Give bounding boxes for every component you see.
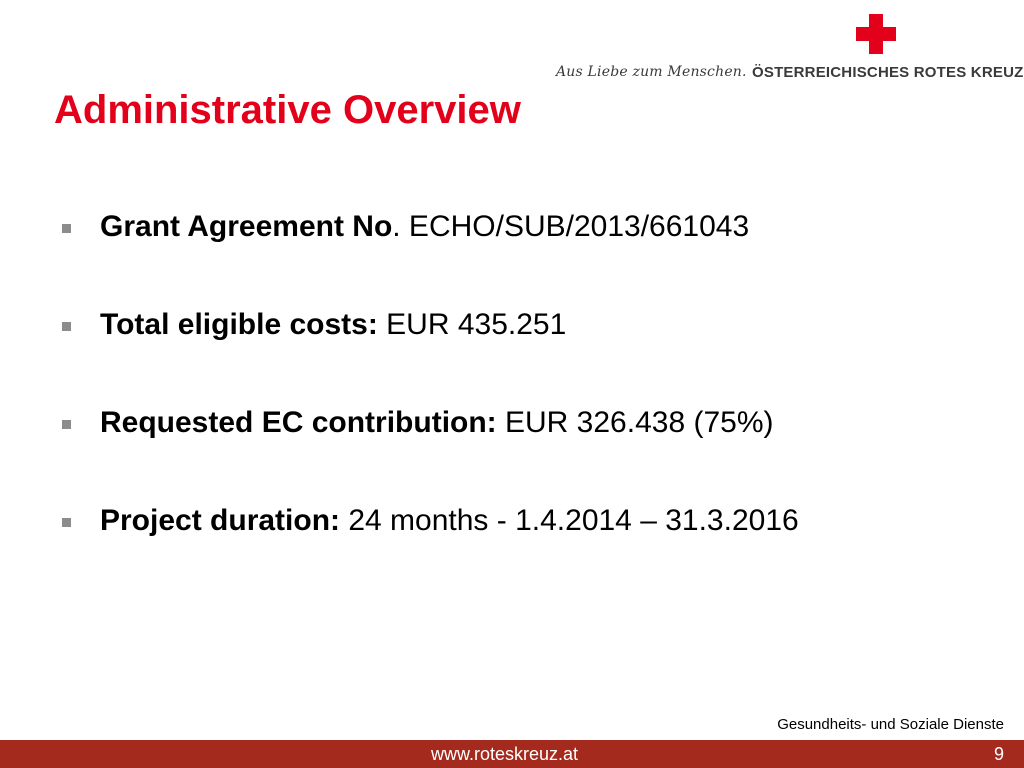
bullet-label: Total eligible costs: (100, 308, 378, 341)
square-bullet-icon (62, 518, 71, 527)
bullet-value: . ECHO/SUB/2013/661043 (392, 210, 750, 243)
footer-department: Gesundheits- und Soziale Dienste (777, 716, 1004, 733)
tagline: Aus Liebe zum Menschen. (556, 64, 747, 80)
bullet-value: EUR 326.438 (75%) (496, 406, 774, 439)
bullet-value: EUR 435.251 (377, 308, 567, 341)
bullet-label: Grant Agreement No (100, 210, 393, 243)
organization-name: ÖSTERREICHISCHES ROTES KREUZ (752, 64, 1024, 81)
footer-url-link[interactable]: www.roteskreuz.at (431, 744, 579, 764)
bullet-label: Project duration: (100, 504, 341, 537)
square-bullet-icon (62, 322, 71, 331)
square-bullet-icon (62, 420, 71, 429)
list-item (62, 406, 962, 446)
page-title: Administrative Overview (54, 88, 521, 132)
square-bullet-icon (62, 224, 71, 233)
red-cross-icon (856, 14, 896, 54)
page-number: 9 (993, 744, 1004, 764)
bullet-label: Requested EC contribution: (100, 406, 497, 439)
footer-bar (0, 740, 1024, 768)
list-item (62, 504, 962, 544)
list-item (62, 308, 962, 348)
bullet-value: 24 months - 1.4.2014 – 31.3.2016 (340, 504, 799, 537)
list-item (62, 210, 962, 250)
